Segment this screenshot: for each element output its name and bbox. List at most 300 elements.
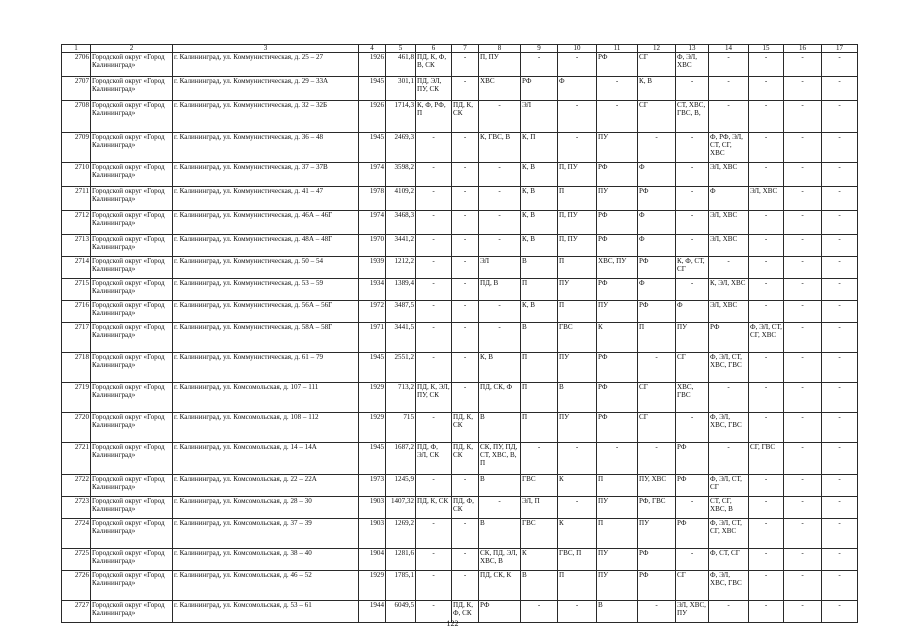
table-cell-col-9: К, В <box>521 211 558 235</box>
table-cell-col-11: РФ <box>597 211 638 235</box>
table-cell-col-8: ХВС <box>479 77 521 101</box>
table-cell-col-4: 1972 <box>359 301 386 323</box>
table-cell-col-2: Городской округ «Город Калининград» <box>91 211 173 235</box>
table-cell-col-8: ПД, СК, Ф <box>479 383 521 413</box>
table-cell-col-16: - <box>784 211 822 235</box>
table-cell-col-15: - <box>749 549 784 571</box>
table-cell-col-10: П <box>558 571 597 601</box>
table-cell-col-15: - <box>749 301 784 323</box>
table-cell-col-14: Ф, РФ, ЭЛ, СТ, СГ, ХВС <box>709 133 749 163</box>
table-cell-col-17: - <box>822 279 858 301</box>
table-cell-col-14: Ф, СТ, СГ <box>709 549 749 571</box>
table-cell-col-8: - <box>479 323 521 353</box>
table-cell-col-2: Городской округ «Город Калининград» <box>91 443 173 475</box>
table-cell-col-12: - <box>638 601 676 623</box>
table-cell-col-4: 1970 <box>359 235 386 257</box>
table-cell-col-5: 713,2 <box>386 383 416 413</box>
table-cell-col-12: ПУ <box>638 519 676 549</box>
column-number-15: 15 <box>749 45 784 53</box>
table-cell-col-9: К, В <box>521 163 558 187</box>
table-cell-col-2: Городской округ «Город Калининград» <box>91 323 173 353</box>
table-cell-col-2: Городской округ «Город Калининград» <box>91 549 173 571</box>
table-cell-col-10: - <box>558 443 597 475</box>
table-cell-col-3: г. Калининград, ул. Коммунистическая, д. 32 – 32Б <box>173 101 359 133</box>
table-cell-col-4: 1903 <box>359 519 386 549</box>
table-cell-col-4: 1904 <box>359 549 386 571</box>
table-cell-col-6: - <box>416 133 452 163</box>
table-cell-col-17: - <box>822 301 858 323</box>
table-cell-col-8: В <box>479 413 521 443</box>
table-cell-col-11: РФ <box>597 353 638 383</box>
column-number-3: 3 <box>173 45 359 53</box>
table-row <box>62 383 858 413</box>
table-cell-col-6: - <box>416 601 452 623</box>
table-cell-col-8: СК, ПУ, ПД, СТ, ХВС, В, П <box>479 443 521 475</box>
table-cell-col-6: - <box>416 163 452 187</box>
table-cell-col-8: В <box>479 519 521 549</box>
table-cell-col-12: Ф <box>638 235 676 257</box>
table-cell-col-14: - <box>709 601 749 623</box>
table-cell-col-13: - <box>676 77 709 101</box>
table-cell-col-7: - <box>452 187 479 211</box>
table-cell-col-10: - <box>558 53 597 77</box>
table-cell-col-3: г. Калининград, ул. Комсомольская, д. 46 – 52 <box>173 571 359 601</box>
table-cell-col-8: - <box>479 163 521 187</box>
table-cell-col-14: ЭЛ, ХВС <box>709 211 749 235</box>
page-number: 122 <box>446 619 459 628</box>
table-cell-col-13: ХВС, ГВС <box>676 383 709 413</box>
table-cell-col-3: г. Калининград, ул. Коммунистическая, д. 56А – 56Г <box>173 301 359 323</box>
table-cell-col-3: г. Калининград, ул. Коммунистическая, д. 50 – 54 <box>173 257 359 279</box>
table-cell-col-3: г. Калининград, ул. Коммунистическая, д. 41 – 47 <box>173 187 359 211</box>
table-cell-col-5: 1687,2 <box>386 443 416 475</box>
table-cell-col-10: - <box>558 601 597 623</box>
table-cell-col-16: - <box>784 235 822 257</box>
table-cell-col-1: 2723 <box>62 497 91 519</box>
table-cell-col-11: К <box>597 323 638 353</box>
table-cell-col-11: РФ <box>597 279 638 301</box>
table-cell-col-7: ПД, К, Ф, СК <box>452 601 479 623</box>
table-row <box>62 77 858 101</box>
table-cell-col-6: - <box>416 475 452 497</box>
table-cell-col-10: ГВС, П <box>558 549 597 571</box>
table-cell-col-13: СГ <box>676 353 709 383</box>
table-cell-col-15: - <box>749 383 784 413</box>
table-cell-col-14: - <box>709 77 749 101</box>
table-cell-col-12: РФ <box>638 257 676 279</box>
table-cell-col-4: 1945 <box>359 133 386 163</box>
table-cell-col-9: В <box>521 323 558 353</box>
table-cell-col-12: СГ <box>638 383 676 413</box>
table-cell-col-11: ПУ <box>597 571 638 601</box>
table-cell-col-2: Городской округ «Город Калининград» <box>91 133 173 163</box>
table-cell-col-17: - <box>822 601 858 623</box>
table-cell-col-17: - <box>822 53 858 77</box>
table-cell-col-1: 2722 <box>62 475 91 497</box>
table-cell-col-11: ХВС, ПУ <box>597 257 638 279</box>
table-cell-col-12: - <box>638 133 676 163</box>
table-cell-col-11: ПУ <box>597 133 638 163</box>
table-row <box>62 443 858 475</box>
table-cell-col-12: СГ <box>638 413 676 443</box>
table-cell-col-12: К, В <box>638 77 676 101</box>
table-cell-col-5: 1714,3 <box>386 101 416 133</box>
table-cell-col-11: - <box>597 443 638 475</box>
table-row <box>62 187 858 211</box>
table-cell-col-13: - <box>676 133 709 163</box>
table-cell-col-6: - <box>416 353 452 383</box>
column-number-11: 11 <box>597 45 638 53</box>
table-cell-col-6: - <box>416 279 452 301</box>
table-cell-col-13: РФ <box>676 443 709 475</box>
table-cell-col-14: Ф, ЭЛ, ХВС, ГВС <box>709 413 749 443</box>
table-cell-col-7: - <box>452 353 479 383</box>
table-cell-col-15: - <box>749 257 784 279</box>
table-cell-col-10: - <box>558 133 597 163</box>
table-cell-col-4: 1945 <box>359 353 386 383</box>
table-cell-col-17: - <box>822 353 858 383</box>
table-cell-col-4: 1974 <box>359 211 386 235</box>
table-cell-col-8: РФ <box>479 601 521 623</box>
table-cell-col-10: ПУ <box>558 413 597 443</box>
table-cell-col-3: г. Калининград, ул. Коммунистическая, д. 48А – 48Г <box>173 235 359 257</box>
table-cell-col-5: 3441,2 <box>386 235 416 257</box>
table-cell-col-6: ПД, К, Ф, В, СК <box>416 53 452 77</box>
table-cell-col-14: ЭЛ, ХВС <box>709 163 749 187</box>
table-row <box>62 571 858 601</box>
table-cell-col-9: ГВС <box>521 475 558 497</box>
table-cell-col-1: 2707 <box>62 77 91 101</box>
table-cell-col-14: Ф, ЭЛ, СТ, ХВС, ГВС <box>709 353 749 383</box>
table-cell-col-11: ПУ <box>597 497 638 519</box>
table-cell-col-11: П <box>597 519 638 549</box>
table-cell-col-4: 1971 <box>359 323 386 353</box>
table-cell-col-13: - <box>676 413 709 443</box>
table-cell-col-5: 3598,2 <box>386 163 416 187</box>
table-cell-col-15: - <box>749 571 784 601</box>
table-cell-col-12: СГ <box>638 53 676 77</box>
table-cell-col-9: В <box>521 257 558 279</box>
table-cell-col-7: - <box>452 301 479 323</box>
table-cell-col-17: - <box>822 235 858 257</box>
table-cell-col-15: ЭЛ, ХВС <box>749 187 784 211</box>
table-cell-col-8: СК, ПД, ЭЛ, ХВС, В <box>479 549 521 571</box>
table-cell-col-1: 2725 <box>62 549 91 571</box>
table-cell-col-11: В <box>597 601 638 623</box>
table-cell-col-16: - <box>784 443 822 475</box>
table-cell-col-6: - <box>416 301 452 323</box>
table-row <box>62 133 858 163</box>
table-cell-col-15: - <box>749 133 784 163</box>
table-cell-col-17: - <box>822 497 858 519</box>
table-cell-col-7: - <box>452 571 479 601</box>
table-cell-col-17: - <box>822 549 858 571</box>
table-cell-col-1: 2726 <box>62 571 91 601</box>
table-cell-col-14: Ф, ЭЛ, СТ, СГ <box>709 475 749 497</box>
table-row <box>62 235 858 257</box>
table-cell-col-8: ПД, В <box>479 279 521 301</box>
table-cell-col-3: г. Калининград, ул. Комсомольская, д. 22 – 22А <box>173 475 359 497</box>
table-cell-col-9: ЭЛ <box>521 101 558 133</box>
table-cell-col-1: 2721 <box>62 443 91 475</box>
table-cell-col-13: ЭЛ, ХВС, ПУ <box>676 601 709 623</box>
table-cell-col-16: - <box>784 279 822 301</box>
table-cell-col-2: Городской округ «Город Калининград» <box>91 413 173 443</box>
table-row <box>62 163 858 187</box>
table-cell-col-10: П <box>558 257 597 279</box>
table-cell-col-15: СГ, ГВС <box>749 443 784 475</box>
table-cell-col-4: 1945 <box>359 443 386 475</box>
table-cell-col-7: - <box>452 383 479 413</box>
table-cell-col-7: ПД, К, СК <box>452 413 479 443</box>
table-cell-col-15: - <box>749 279 784 301</box>
table-cell-col-14: РФ <box>709 323 749 353</box>
table-cell-col-13: РФ <box>676 475 709 497</box>
table-row <box>62 211 858 235</box>
table-cell-col-9: П <box>521 413 558 443</box>
table-cell-col-8: К, ГВС, В <box>479 133 521 163</box>
table-cell-col-9: РФ <box>521 77 558 101</box>
table-cell-col-6: ПД, ЭЛ, ПУ, СК <box>416 77 452 101</box>
table-cell-col-2: Городской округ «Город Калининград» <box>91 353 173 383</box>
table-row <box>62 301 858 323</box>
table-cell-col-2: Городской округ «Город Калининград» <box>91 383 173 413</box>
table-cell-col-8: К, В <box>479 353 521 383</box>
table-cell-col-16: - <box>784 163 822 187</box>
table-cell-col-10: ПУ <box>558 279 597 301</box>
table-cell-col-15: - <box>749 519 784 549</box>
table-cell-col-9: П <box>521 353 558 383</box>
column-number-header <box>62 45 858 53</box>
table-cell-col-16: - <box>784 257 822 279</box>
table-cell-col-4: 1934 <box>359 279 386 301</box>
table-cell-col-6: - <box>416 571 452 601</box>
table-row <box>62 475 858 497</box>
table-cell-col-2: Городской округ «Город Калининград» <box>91 601 173 623</box>
table-cell-col-4: 1978 <box>359 187 386 211</box>
table-row <box>62 323 858 353</box>
table-cell-col-16: - <box>784 301 822 323</box>
table-cell-col-15: - <box>749 163 784 187</box>
table-cell-col-17: - <box>822 323 858 353</box>
table-cell-col-7: - <box>452 133 479 163</box>
table-cell-col-7: - <box>452 77 479 101</box>
table-cell-col-4: 1939 <box>359 257 386 279</box>
table-cell-col-6: - <box>416 257 452 279</box>
table-cell-col-16: - <box>784 53 822 77</box>
table-row <box>62 101 858 133</box>
table-cell-col-17: - <box>822 257 858 279</box>
column-number-4: 4 <box>359 45 386 53</box>
table-cell-col-9: К, В <box>521 187 558 211</box>
table-cell-col-5: 1269,2 <box>386 519 416 549</box>
table-cell-col-1: 2719 <box>62 383 91 413</box>
table-cell-col-13: - <box>676 163 709 187</box>
table-cell-col-15: - <box>749 413 784 443</box>
table-cell-col-10: - <box>558 497 597 519</box>
table-cell-col-4: 1945 <box>359 77 386 101</box>
table-cell-col-13: Ф, ЭЛ, ХВС <box>676 53 709 77</box>
table-cell-col-12: РФ <box>638 571 676 601</box>
table-cell-col-3: г. Калининград, ул. Коммунистическая, д. 46А – 46Г <box>173 211 359 235</box>
table-cell-col-15: - <box>749 211 784 235</box>
table-cell-col-4: 1929 <box>359 413 386 443</box>
table-cell-col-2: Городской округ «Город Калининград» <box>91 187 173 211</box>
column-number-14: 14 <box>709 45 749 53</box>
table-cell-col-11: ПУ <box>597 549 638 571</box>
table-cell-col-6: - <box>416 519 452 549</box>
table-cell-col-16: - <box>784 413 822 443</box>
table-cell-col-1: 2720 <box>62 413 91 443</box>
column-number-16: 16 <box>784 45 822 53</box>
table-cell-col-6: - <box>416 187 452 211</box>
table-cell-col-3: г. Калининград, ул. Комсомольская, д. 53 – 61 <box>173 601 359 623</box>
table-cell-col-5: 1281,6 <box>386 549 416 571</box>
table-cell-col-3: г. Калининград, ул. Коммунистическая, д. 58А – 58Г <box>173 323 359 353</box>
table-cell-col-17: - <box>822 413 858 443</box>
table-cell-col-9: - <box>521 53 558 77</box>
table-cell-col-15: Ф, ЭЛ, СТ, СГ, ХВС <box>749 323 784 353</box>
table-cell-col-5: 1389,4 <box>386 279 416 301</box>
table-cell-col-10: П <box>558 301 597 323</box>
table-cell-col-12: ПУ, ХВС <box>638 475 676 497</box>
table-cell-col-7: - <box>452 53 479 77</box>
table-cell-col-6: ПД, К, СК <box>416 497 452 519</box>
table-cell-col-17: - <box>822 163 858 187</box>
table-cell-col-13: - <box>676 549 709 571</box>
table-cell-col-16: - <box>784 383 822 413</box>
column-number-9: 9 <box>521 45 558 53</box>
table-cell-col-9: - <box>521 443 558 475</box>
table-cell-col-1: 2727 <box>62 601 91 623</box>
table-cell-col-5: 2469,3 <box>386 133 416 163</box>
column-number-1: 1 <box>62 45 91 53</box>
table-cell-col-2: Городской округ «Город Калининград» <box>91 101 173 133</box>
table-cell-col-2: Городской округ «Город Калининград» <box>91 571 173 601</box>
table-cell-col-8: - <box>479 101 521 133</box>
table-cell-col-11: РФ <box>597 235 638 257</box>
table-cell-col-8: - <box>479 211 521 235</box>
table-cell-col-5: 3487,5 <box>386 301 416 323</box>
table-cell-col-9: П <box>521 279 558 301</box>
table-cell-col-13: - <box>676 187 709 211</box>
table-cell-col-17: - <box>822 211 858 235</box>
table-row <box>62 353 858 383</box>
table-cell-col-10: ГВС <box>558 323 597 353</box>
table-cell-col-1: 2712 <box>62 211 91 235</box>
table-cell-col-2: Городской округ «Город Калининград» <box>91 163 173 187</box>
table-cell-col-2: Городской округ «Город Калининград» <box>91 257 173 279</box>
table-cell-col-1: 2709 <box>62 133 91 163</box>
table-cell-col-4: 1944 <box>359 601 386 623</box>
table-cell-col-3: г. Калининград, ул. Коммунистическая, д. 25 – 27 <box>173 53 359 77</box>
table-cell-col-6: К, Ф, РФ, П <box>416 101 452 133</box>
table-cell-col-4: 1973 <box>359 475 386 497</box>
table-cell-col-8: ЭЛ <box>479 257 521 279</box>
table-cell-col-7: - <box>452 279 479 301</box>
table-cell-col-7: - <box>452 257 479 279</box>
table-cell-col-4: 1929 <box>359 571 386 601</box>
table-cell-col-14: СТ, СГ, ХВС, В <box>709 497 749 519</box>
table-cell-col-13: Ф <box>676 301 709 323</box>
table-cell-col-13: СТ, ХВС, ГВС, В, <box>676 101 709 133</box>
table-cell-col-1: 2724 <box>62 519 91 549</box>
column-number-2: 2 <box>91 45 173 53</box>
table-cell-col-3: г. Калининград, ул. Комсомольская, д. 107 – 111 <box>173 383 359 413</box>
column-number-10: 10 <box>558 45 597 53</box>
table-cell-col-16: - <box>784 77 822 101</box>
table-cell-col-10: П, ПУ <box>558 211 597 235</box>
table-cell-col-4: 1929 <box>359 383 386 413</box>
table-cell-col-16: - <box>784 475 822 497</box>
table-cell-col-4: 1974 <box>359 163 386 187</box>
table-cell-col-6: - <box>416 323 452 353</box>
table-row <box>62 519 858 549</box>
table-cell-col-14: ЭЛ, ХВС <box>709 301 749 323</box>
table-cell-col-1: 2716 <box>62 301 91 323</box>
table-cell-col-14: ЭЛ, ХВС <box>709 235 749 257</box>
table-cell-col-10: К <box>558 475 597 497</box>
table-cell-col-8: - <box>479 301 521 323</box>
table-cell-col-13: - <box>676 279 709 301</box>
table-cell-col-12: РФ <box>638 187 676 211</box>
table-row <box>62 549 858 571</box>
table-cell-col-1: 2710 <box>62 163 91 187</box>
table-cell-col-13: - <box>676 497 709 519</box>
table-cell-col-7: - <box>452 519 479 549</box>
table-cell-col-11: - <box>597 77 638 101</box>
table-cell-col-14: - <box>709 443 749 475</box>
table-cell-col-12: П <box>638 323 676 353</box>
table-cell-col-16: - <box>784 133 822 163</box>
table-cell-col-7: - <box>452 235 479 257</box>
table-cell-col-4: 1903 <box>359 497 386 519</box>
table-cell-col-5: 715 <box>386 413 416 443</box>
table-cell-col-9: П <box>521 383 558 413</box>
table-cell-col-13: ПУ <box>676 323 709 353</box>
table-cell-col-16: - <box>784 601 822 623</box>
table-cell-col-8: П, ПУ <box>479 53 521 77</box>
table-cell-col-8: ПД, СК, К <box>479 571 521 601</box>
table-cell-col-2: Городской округ «Город Калининград» <box>91 279 173 301</box>
table-cell-col-14: - <box>709 257 749 279</box>
table-cell-col-16: - <box>784 497 822 519</box>
table-cell-col-5: 1245,9 <box>386 475 416 497</box>
column-number-17: 17 <box>822 45 858 53</box>
table-cell-col-5: 2551,2 <box>386 353 416 383</box>
table-cell-col-12: РФ <box>638 549 676 571</box>
table-cell-col-1: 2714 <box>62 257 91 279</box>
table-cell-col-16: - <box>784 519 822 549</box>
table-cell-col-9: ЭЛ, П <box>521 497 558 519</box>
table-cell-col-17: - <box>822 443 858 475</box>
column-number-12: 12 <box>638 45 676 53</box>
table-cell-col-16: - <box>784 101 822 133</box>
table-cell-col-17: - <box>822 383 858 413</box>
register-sheet <box>61 44 858 623</box>
table-row <box>62 53 858 77</box>
table-cell-col-11: П <box>597 475 638 497</box>
table-cell-col-11: РФ <box>597 413 638 443</box>
table-cell-col-6: - <box>416 211 452 235</box>
table-cell-col-15: - <box>749 497 784 519</box>
table-cell-col-11: РФ <box>597 383 638 413</box>
table-cell-col-1: 2706 <box>62 53 91 77</box>
column-number-5: 5 <box>386 45 416 53</box>
table-cell-col-14: - <box>709 383 749 413</box>
table-cell-col-12: - <box>638 353 676 383</box>
table-cell-col-5: 1785,1 <box>386 571 416 601</box>
